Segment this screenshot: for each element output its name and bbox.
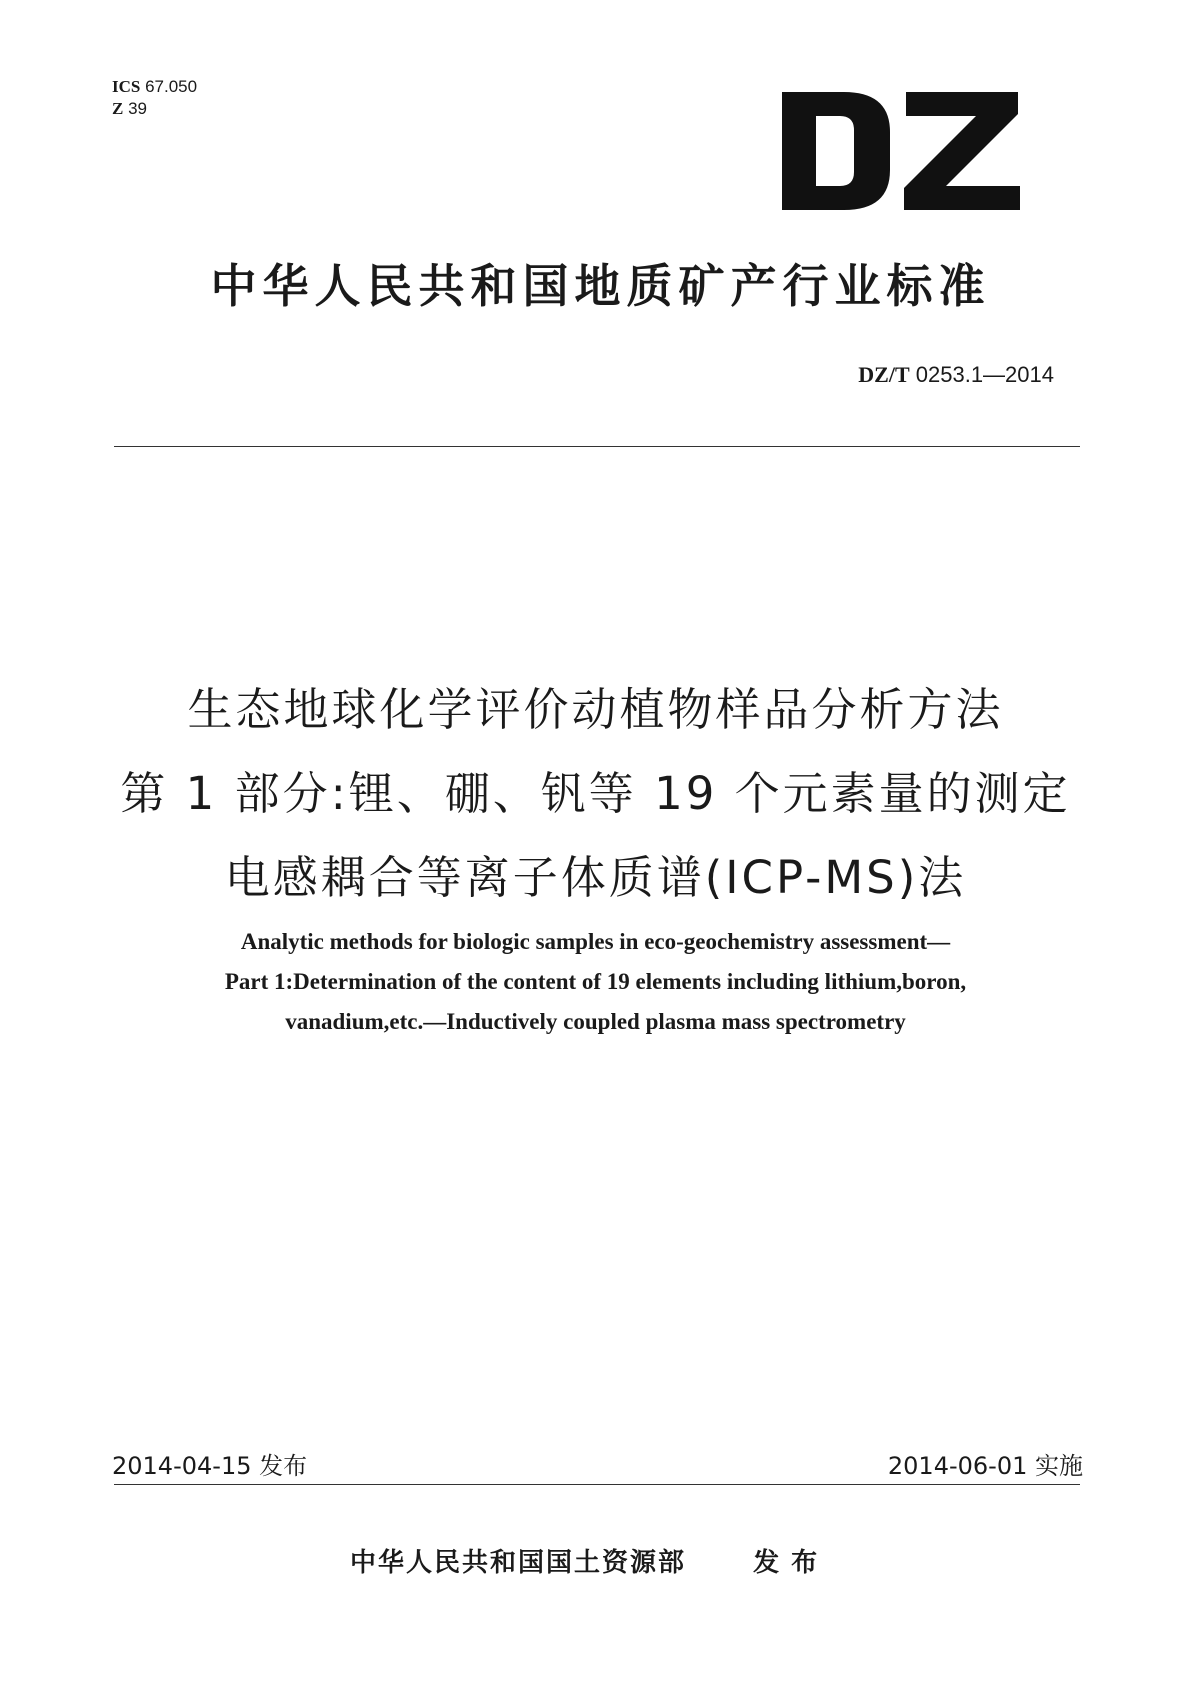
implementation-date: 2014-06-01 实施 [887, 1452, 1083, 1480]
chinese-title-line-2: 第 1 部分:锂、硼、钒等 19 个元素量的测定 [120, 767, 1071, 820]
ccs-key: Z [112, 99, 124, 118]
logo-letter-d [782, 92, 890, 210]
chinese-title-line-1: 生态地球化学评价动植物样品分析方法 [187, 683, 1004, 736]
standard-number [858, 362, 1054, 388]
ics-key: ICS [112, 77, 141, 96]
ccs-value: 39 [128, 99, 147, 118]
english-title [0, 922, 1191, 1042]
publisher-name: 中华人民共和国国土资源部 [350, 1548, 687, 1578]
publisher-action: 发布 [753, 1548, 830, 1578]
english-title-line-1: Analytic methods for biologic samples in eco-geochemistry assessment— [240, 929, 951, 954]
issue-date: 2014-04-15 发布 [112, 1452, 308, 1480]
ics-code [112, 76, 197, 98]
english-title-line-3: vanadium,etc.—Inductively coupled plasma mass spectrometry [285, 1009, 906, 1034]
bottom-divider [114, 1484, 1080, 1485]
ccs-code [112, 98, 197, 120]
english-title-line-2: Part 1:Determination of the content of 19 elements including lithium,boron, [224, 969, 967, 994]
publisher [350, 1542, 829, 1579]
classification-codes [112, 76, 197, 120]
standard-code: 0253.1—2014 [915, 362, 1054, 387]
logo-letter-z [904, 92, 1020, 210]
ics-value: 67.050 [145, 77, 198, 96]
industry-standard-title: 中华人民共和国地质矿产行业标准 [210, 259, 991, 313]
top-divider [114, 446, 1080, 447]
chinese-title-line-3: 电感耦合等离子体质谱(ICP-MS)法 [224, 851, 967, 904]
dz-logo [782, 92, 1022, 210]
dz-logo-graphic [782, 92, 1022, 210]
chinese-title [0, 668, 1191, 920]
standard-prefix: DZ/T [858, 362, 910, 387]
